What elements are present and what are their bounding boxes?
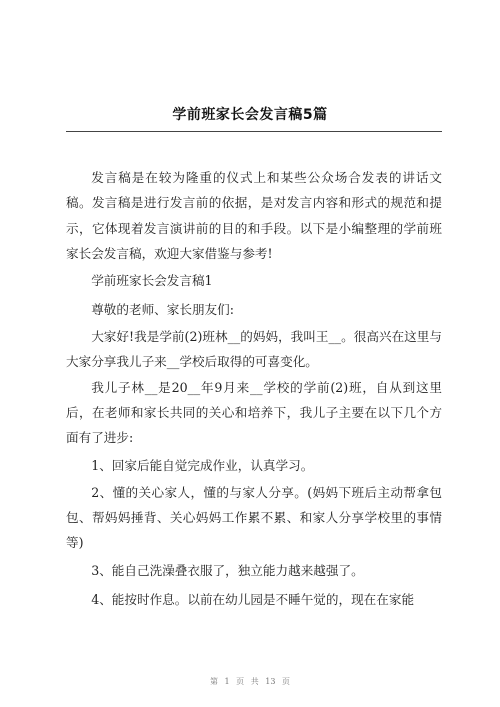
document-title: 学前班家长会发言稿5篇 <box>172 107 328 123</box>
document-body <box>66 165 442 614</box>
section-heading: 学前班家长会发言稿1 <box>91 273 213 289</box>
body-paragraph: 大家好!我是学前(2)班林__的妈妈，我叫王__。很高兴在这里与大家分享我儿子来__学校后取得的可喜变化。 <box>66 329 442 370</box>
title-divider <box>66 131 442 132</box>
page-number-footer: 第 1 页 共 13 页 <box>210 677 290 686</box>
list-item: 3、能自己洗澡叠衣服了，独立能力越来越强了。 <box>91 562 364 578</box>
salutation: 尊敬的老师、家长朋友们: <box>91 302 234 318</box>
body-paragraph: 我儿子林__是20__年9月来__学校的学前(2)班，自从到这里后，在老师和家长共同的关心和培养下，我儿子主要在以下几个方面有了进步: <box>66 379 442 446</box>
list-item: 1、回家后能自觉完成作业，认真学习。 <box>91 457 314 473</box>
intro-paragraph: 发言稿是在较为隆重的仪式上和某些公众场合发表的讲话文稿。发言稿是进行发言前的依据，是对发言内容和形式的规范和提示，它体现着发言演讲前的目的和手段。以下是小编整理的学前班家长会发言稿，欢迎大家借鉴与参考! <box>66 170 442 261</box>
list-item: 4、能按时作息。以前在幼儿园是不睡午觉的，现在在家能 <box>91 591 415 607</box>
list-item: 2、懂的关心家人，懂的与家人分享。(妈妈下班后主动帮拿包包、帮妈妈捶背、关心妈妈工作累不累、和家人分享学校里的事情等) <box>66 484 442 551</box>
